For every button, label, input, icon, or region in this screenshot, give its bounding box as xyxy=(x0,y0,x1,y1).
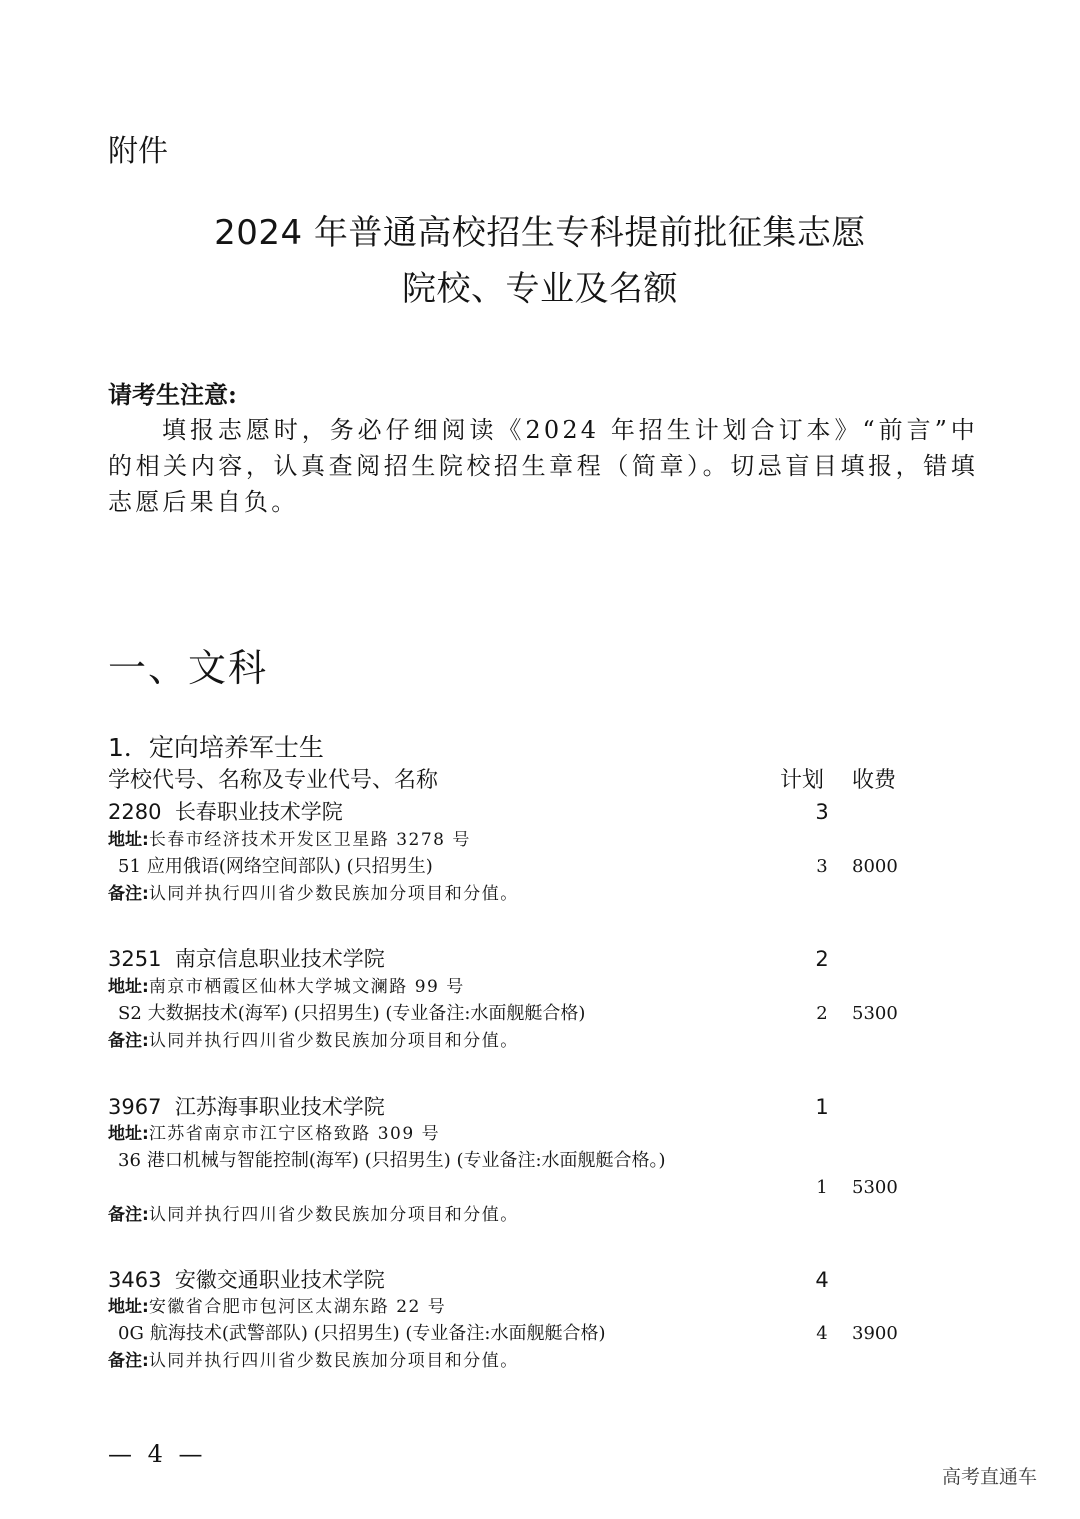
attachment-label: 附件 xyxy=(108,134,168,169)
major-plan: 2 xyxy=(816,1003,828,1024)
major-code: 51 xyxy=(118,856,141,877)
major-fee: 5300 xyxy=(852,1003,898,1024)
remark-label: 备注: xyxy=(108,1031,149,1051)
watermark: 高考直通车 xyxy=(942,1466,1038,1488)
major-name: 航海技术(武警部队) (只招男生) (专业备注:水面舰艇合格) xyxy=(149,1323,606,1344)
address-label: 地址: xyxy=(108,1297,149,1317)
major-name: 大数据技术(海军) (只招男生) (专业备注:水面舰艇合格) xyxy=(147,1003,586,1024)
school-remark: 认同并执行四川省少数民族加分项目和分值。 xyxy=(148,1351,519,1371)
school-plan: 4 xyxy=(815,1268,829,1292)
notice-heading: 请考生注意: xyxy=(108,380,237,409)
school-plan: 2 xyxy=(815,947,829,971)
remark-label: 备注: xyxy=(108,1351,149,1371)
major-plan: 4 xyxy=(816,1323,828,1344)
section-heading: 一、文科 xyxy=(108,646,269,690)
major-fee: 8000 xyxy=(852,856,898,877)
major-code: S2 xyxy=(118,1003,142,1024)
school-code: 3967 xyxy=(108,1095,162,1119)
school-name-row xyxy=(108,797,968,827)
remark-label: 备注: xyxy=(108,884,149,904)
major-row xyxy=(108,1000,968,1028)
school-remark-row xyxy=(108,1202,968,1228)
address-label: 地址: xyxy=(108,1124,149,1144)
major-code: 36 xyxy=(118,1150,141,1171)
major-name: 应用俄语(网络空间部队) (只招男生) xyxy=(146,856,433,877)
school-address-row xyxy=(108,1294,968,1320)
school-name: 安徽交通职业技术学院 xyxy=(174,1268,385,1292)
major-plan: 3 xyxy=(816,856,828,877)
school-remark-row xyxy=(108,1348,968,1374)
school-remark: 认同并执行四川省少数民族加分项目和分值。 xyxy=(148,1031,519,1051)
major-row xyxy=(108,853,968,881)
notice-body: 填报志愿时，务必仔细阅读《2024 年招生计划合订本》“前言”中的相关内容，认真查阅招生院校招生章程（简章）。切忌盲目填报，错填志愿后果自负。 xyxy=(108,416,978,516)
plan-column-header: 计划 xyxy=(780,768,825,793)
school-address-row xyxy=(108,827,968,853)
table-header xyxy=(108,765,908,797)
school-name: 南京信息职业技术学院 xyxy=(174,947,385,971)
school-remark-row xyxy=(108,881,968,907)
major-row xyxy=(108,1320,968,1348)
major-name: 港口机械与智能控制(海军) (只招男生) (专业备注:水面舰艇合格。) xyxy=(146,1150,666,1171)
school-remark-row xyxy=(108,1028,968,1054)
school-address: 南京市栖霞区仙林大学城文澜路 99 号 xyxy=(148,977,465,997)
school-code: 2280 xyxy=(108,800,162,824)
school-name-row xyxy=(108,1265,968,1295)
page-number: — 4 — xyxy=(108,1440,207,1468)
school-name: 长春职业技术学院 xyxy=(174,800,343,824)
subsection-heading: 1．定向培养军士生 xyxy=(108,733,324,762)
school-plan: 1 xyxy=(815,1095,829,1119)
major-plan: 1 xyxy=(816,1177,828,1198)
address-label: 地址: xyxy=(108,977,149,997)
school-name-row xyxy=(108,944,968,974)
school-address: 安徽省合肥市包河区太湖东路 22 号 xyxy=(148,1297,447,1317)
fee-column-header: 收费 xyxy=(852,768,897,793)
address-label: 地址: xyxy=(108,830,149,850)
document-title-line-1: 2024 年普通高校招生专科提前批征集志愿 xyxy=(214,213,866,253)
major-fee: 3900 xyxy=(852,1323,898,1344)
school-plan: 3 xyxy=(815,800,829,824)
school-address: 长春市经济技术开发区卫星路 3278 号 xyxy=(148,830,471,850)
school-address-row xyxy=(108,974,968,1000)
school-code: 3463 xyxy=(108,1268,162,1292)
document-title-line-2: 院校、专业及名额 xyxy=(402,269,678,309)
school-remark: 认同并执行四川省少数民族加分项目和分值。 xyxy=(148,884,519,904)
major-fee: 5300 xyxy=(852,1177,898,1198)
school-name: 江苏海事职业技术学院 xyxy=(174,1095,385,1119)
school-code: 3251 xyxy=(108,947,162,971)
school-address: 江苏省南京市江宁区格致路 309 号 xyxy=(148,1124,441,1144)
school-remark: 认同并执行四川省少数民族加分项目和分值。 xyxy=(148,1205,519,1225)
remark-label: 备注: xyxy=(108,1205,149,1225)
school-address-row xyxy=(108,1121,968,1147)
major-row xyxy=(108,1147,968,1175)
major-code: 0G xyxy=(118,1323,144,1344)
school-column-header: 学校代号、名称及专业代号、名称 xyxy=(108,768,439,793)
school-name-row xyxy=(108,1092,968,1122)
